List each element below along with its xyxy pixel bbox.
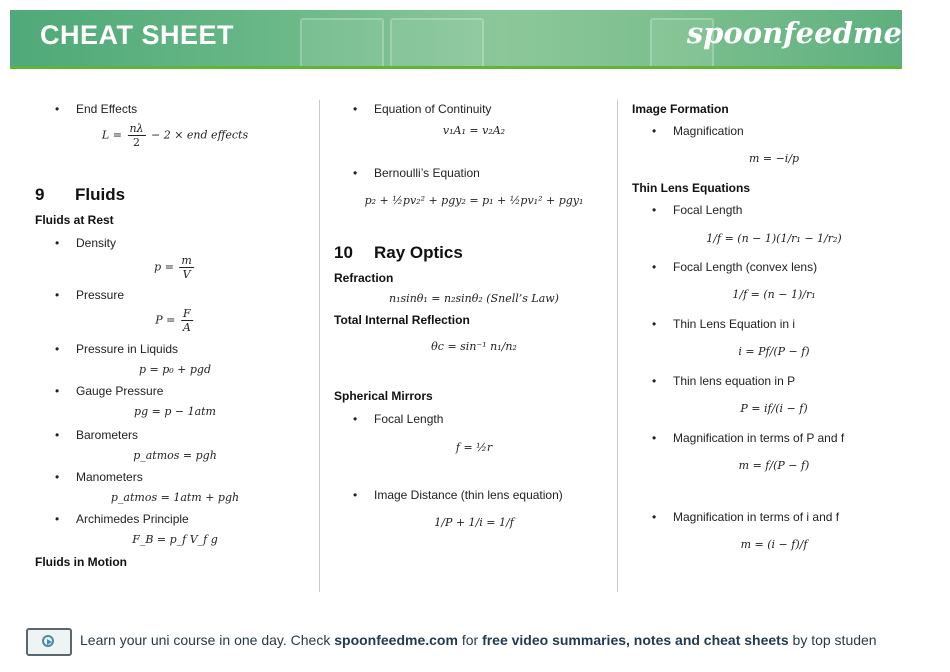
- subheading-refraction: Refraction: [334, 271, 394, 285]
- bullet-magnification-if: • Magnification in terms of i and f: [673, 510, 839, 524]
- bullet-magnification: • Magnification: [673, 124, 744, 138]
- book-decoration: [390, 18, 484, 66]
- bullet-archimedes: • Archimedes Principle: [76, 512, 189, 526]
- manometers-equation: p_atmos = 1atm + pgh: [110, 491, 240, 504]
- lensmaker-equation: 1/f = (n − 1)(1/r₁ − 1/r₂): [706, 232, 842, 245]
- bullet-density: • Density: [76, 236, 116, 250]
- page-title: CHEAT SHEET: [40, 20, 235, 50]
- bullet-focal-length: • Focal Length: [673, 203, 742, 217]
- subheading-thin-lens: Thin Lens Equations: [632, 181, 751, 195]
- bullet-manometers: • Manometers: [76, 470, 143, 484]
- book-decoration: [300, 18, 384, 66]
- snell-equation: n₁sinθ₁ = n₂sinθ₂ (Snell’s Law): [389, 292, 559, 305]
- magnification-equation: m = −i/p: [748, 152, 800, 165]
- section-heading: 10 Ray Optics: [334, 243, 463, 262]
- gauge-equation: p𝑔 = p − 1atm: [134, 405, 216, 418]
- section-heading: 9 Fluids: [35, 185, 126, 204]
- barometers-equation: p_atmos = pgh: [133, 449, 217, 462]
- header-banner: [10, 10, 902, 66]
- subheading-image-formation: Image Formation: [632, 102, 729, 116]
- magnification-pf-equation: m = f/(P − f): [738, 459, 810, 472]
- bullet-bernoulli: • Bernoulli’s Equation: [374, 166, 480, 180]
- bullet-focal-convex: • Focal Length (convex lens): [673, 260, 817, 274]
- archimedes-equation: F_B = p_f V_f g: [132, 533, 218, 546]
- continuity-equation: v₁A₁ = v₂A₂: [442, 124, 506, 137]
- bullet-magnification-pf: • Magnification in terms of P and f: [673, 431, 844, 445]
- bullet-gauge: • Gauge Pressure: [76, 384, 163, 398]
- thin-lens-p-equation: P = if/(i − f): [740, 402, 808, 415]
- subheading-fluids-in-motion: Fluids in Motion: [35, 555, 127, 569]
- bernoulli-equation: p₂ + ½pv₂² + pgy₂ = p₁ + ½pv₁² + pgy₁: [364, 194, 584, 207]
- column-divider: [319, 100, 320, 592]
- pressure-equation: P = $\frac{F}{A}$: [155, 307, 191, 334]
- footer-promo: Learn your uni course in one day. Check spoonfeedme.com for free video summaries, notes and cheat sheets by top studen: [80, 632, 877, 648]
- liquids-equation: p = p₀ + pgd: [138, 363, 212, 376]
- bullet-thin-lens-i: • Thin Lens Equation in i: [673, 317, 795, 331]
- bullet-image-distance: • Image Distance (thin lens equation): [374, 488, 563, 502]
- density-equation: p = $\frac{m}{V}$: [154, 254, 192, 281]
- subheading-tir: Total Internal Reflection: [334, 313, 470, 327]
- tir-equation: θc = sin⁻¹ n₁/n₂: [431, 340, 517, 353]
- magnification-if-equation: m = (i − f)/f: [740, 538, 808, 551]
- column-divider: [617, 100, 618, 592]
- focal-equation: f = ½r: [455, 441, 493, 454]
- subheading-fluids-at-rest: Fluids at Rest: [35, 213, 114, 227]
- bullet-end-effects: • End Effects: [76, 102, 137, 116]
- bullet-pressure: • Pressure: [76, 288, 124, 302]
- bullet-barometers: • Barometers: [76, 428, 138, 442]
- bullet-continuity: • Equation of Continuity: [374, 102, 491, 116]
- bullet-pressure-liquids: • Pressure in Liquids: [76, 342, 178, 356]
- bullet-thin-lens-p: • Thin lens equation in P: [673, 374, 795, 388]
- play-icon: [42, 635, 54, 647]
- footer-link[interactable]: spoonfeedme.com: [334, 632, 458, 648]
- thin-lens-equation: 1/P + 1/i = 1/f: [434, 516, 514, 529]
- convex-lens-equation: 1/f = (n − 1)/r₁: [732, 288, 816, 301]
- video-icon: [26, 628, 72, 656]
- brand-logo: spoonfeedme: [686, 16, 902, 50]
- subheading-spherical-mirrors: Spherical Mirrors: [334, 389, 433, 403]
- header-divider: [10, 66, 902, 69]
- end-effects-equation: L = $\frac{n\lambda}{2}$ − 2 × end effects: [101, 122, 249, 149]
- thin-lens-i-equation: i = Pf/(P − f): [738, 345, 810, 358]
- bullet-focal-length: • Focal Length: [374, 412, 443, 426]
